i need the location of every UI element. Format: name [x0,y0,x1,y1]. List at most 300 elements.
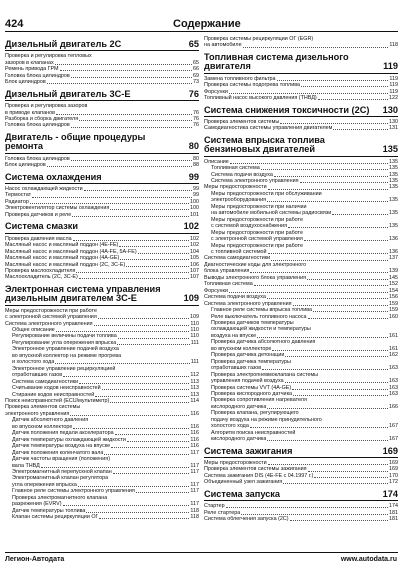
dot-leader [63,376,189,377]
toc-column-right [204,36,398,550]
entry-page-number: 154 [389,287,398,294]
entry-page-number: 163 [389,378,398,385]
dot-leader [308,471,388,472]
entry-page-number: 111 [190,359,199,366]
section-page-number: 80 [188,141,199,152]
entry-title: Меры предосторожности при работе [211,242,303,249]
dot-leader [267,408,388,409]
entry-title: Датчик температуры топлива [12,507,86,514]
dot-leader [95,396,189,397]
dot-leader [285,356,388,357]
entry-title: Масляный насос и масляный поддон (2C, 3C-E) [5,261,126,268]
entry-title: Датчик положения педали акселератора [12,430,114,437]
entry-page-number: 116 [190,410,199,417]
entry-title: Меры предосторожности при наличии [211,203,307,210]
dot-leader [257,337,388,338]
entry-page-number: 100 [190,198,199,205]
dot-leader [243,47,389,48]
entry-page-number: 116 [190,423,199,430]
toc-entry[interactable] [5,79,199,85]
page-title: Содержание [173,18,241,30]
entry-page-number: 159 [389,307,398,314]
dot-leader [55,64,192,65]
entry-title: Меры предосторожности при работе [211,216,303,223]
dot-leader [300,182,388,183]
section-page-number: 135 [382,144,398,155]
entry-title: Масляный насос и масляный поддон (4A-GE) [5,255,120,262]
entry-page-number: 117 [190,449,199,456]
entry-page-number: 131 [389,125,398,132]
toc-section-heading[interactable] [204,136,398,157]
entry-page-number: 107 [190,274,199,281]
section-title: Система впрыска топлива бензиновых двигателей [204,134,325,155]
toc-section-heading[interactable] [204,106,398,117]
entry-page-number: 139 [389,268,398,275]
dot-leader [293,305,388,306]
toc-subentry[interactable] [5,514,199,520]
publisher-url: www.autodata.ru [340,556,397,563]
entry-title: Масляный насос и масляный поддон (4A-FE, 5A-FE) [5,248,137,255]
section-title: Двигатель - общие процедуры ремонта [5,131,146,152]
dot-leader [285,382,388,383]
entry-page-number: 118 [190,507,199,514]
section-title: Система запуска [204,488,281,499]
entry-title: Термостат [5,192,32,199]
dot-leader [47,83,192,84]
entry-page-number: 112 [190,372,199,379]
entry-page-number: 76 [193,115,199,122]
dot-leader [47,166,192,167]
entry-title: Проверка маслоохладителя [5,267,76,274]
dot-leader [268,464,388,465]
dot-leader [73,240,189,241]
entry-title: Алгоритм поиска неисправностей [211,429,296,436]
section-title: Система зажигания [204,445,293,456]
entry-title: Проверка электропневмоклапана системы [211,371,319,378]
entry-title: Топливная система [204,281,253,288]
dot-leader [307,279,388,280]
entry-title: Система электронного управления [211,178,299,185]
toc-entry[interactable] [204,125,398,131]
header-rule [5,31,398,32]
dot-leader [136,492,190,493]
dot-leader [272,350,388,351]
entry-title: на автомобиле [204,42,242,49]
entry-title: холостого хода [211,423,249,430]
dot-leader [71,77,192,78]
entry-title: Меры предосторожности [204,460,267,466]
toc-section-heading[interactable] [204,53,398,74]
entry-page-number: 167 [389,436,398,443]
entry-page-number: 105 [190,255,199,262]
entry-title: Система зажигания DIS (4E-FE с 04.1997 г.) [204,472,314,479]
entry-page-number: 156 [389,294,398,301]
section-page-number: 130 [382,104,398,115]
entry-title: с электронной системой управления [211,236,303,243]
entry-page-number: 167 [389,423,398,430]
entry-title: Форсунки [204,88,228,95]
entry-title: вала ТНВД [12,462,40,469]
entry-title: Реле стартера [204,509,241,516]
dot-leader [262,369,388,370]
publisher-name: Легион-Автодата [5,556,65,563]
entry-title: Ремень привода ГРМ [5,66,59,73]
dot-leader [127,441,189,442]
dot-leader [118,338,190,339]
dot-leader [268,189,388,190]
section-page-number: 102 [183,221,199,232]
entry-title: Проверка и регулировка зазоров [5,103,88,110]
dot-leader [226,507,388,508]
entry-page-number: 109 [190,314,199,321]
toc-entry[interactable] [204,95,398,101]
entry-page-number: 88 [193,162,199,169]
entry-page-number: 159 [389,300,398,307]
entry-page-number: 135 [389,165,398,172]
dot-leader [280,123,388,124]
dot-leader [55,363,189,364]
toc-section-heading[interactable] [5,133,199,154]
section-title: Система смазки [5,221,79,232]
entry-title: во впускном коллекторе [12,423,73,430]
entry-page-number: 135 [389,178,398,185]
page-footer [0,552,403,570]
toc-entry[interactable] [204,42,398,48]
entry-title: Меры предосторожности при работе [5,307,97,314]
entry-page-number: 135 [389,197,398,204]
entry-title: зазоров в клапанах [5,59,54,66]
entry-title: кислородного датчика [211,436,267,443]
dot-leader [290,520,388,521]
section-page-number: 174 [382,488,398,499]
dot-leader [104,454,189,455]
dot-leader [71,127,192,128]
entry-title: Радиатор [5,198,29,205]
dot-leader [113,473,190,474]
entry-page-number: 113 [190,378,199,385]
dot-leader [111,447,189,448]
section-title: Топливная система дизельного двигателя [204,51,349,72]
entry-page-number: 65 [193,59,199,66]
entry-title: Головка блока цилиндров [5,155,70,162]
dot-leader [268,253,388,254]
entry-title: Проверка датчика абсолютного давления [211,339,316,346]
entry-title: Проверка элементов системы [5,404,81,411]
entry-page-number: 161 [389,332,398,339]
dot-leader [94,325,190,326]
entry-title: с топливной системой [211,249,267,255]
entry-page-number: 172 [389,479,398,486]
entry-title: электрооборудования [211,197,267,204]
entry-page-number: 137 [389,255,398,262]
entry-title: во впускном коллекторе [211,345,272,352]
section-page-number: 76 [188,88,199,99]
entry-title: кислородного датчика [211,403,267,410]
entry-page-number: 116 [190,436,199,443]
footer-rule [5,552,398,553]
section-page-number: 169 [382,445,398,456]
entry-title: Замена топливного фильтра [204,75,276,82]
entry-page-number: 135 [389,223,398,230]
dot-leader [277,80,389,81]
entry-title: Электровентилятор системы охлаждения [5,205,110,212]
dot-leader [241,514,388,515]
entry-title: Электронное управление рециркуляцией [12,365,116,372]
entry-title: разрежения (EVRV) [12,501,62,508]
dot-leader [56,331,190,332]
toc-section-heading[interactable] [204,447,398,458]
entry-page-number: 169 [389,466,398,473]
entry-title: Проверка системы рециркуляции ОГ (EGR) [204,36,314,42]
entry-page-number: 135 [389,158,398,165]
dot-leader [274,176,388,177]
entry-title: Поиск неисправностей (ECU/мультиметр) [5,398,110,405]
entry-title: Система самодиагностики [12,378,79,385]
dot-leader [71,160,192,161]
entry-page-number: 110 [190,320,199,327]
dot-leader [72,216,189,217]
entry-title: Блок цилиндров [5,79,46,86]
entry-title: Проверка электромагнитного клапана [12,494,108,501]
entry-title: Объединенный узел зажигания [204,479,283,486]
entry-title: Головка блока цилиндров [5,72,70,79]
entry-title: Клапан системы рециркуляции ОГ [12,514,99,521]
entry-title: Главное реле системы электронного управления [12,488,135,495]
dot-leader [63,505,190,506]
entry-title: охлаждающей жидкости и температуры [211,326,311,333]
entry-title: Система подачи воздуха [204,294,266,301]
entry-page-number: 113 [190,391,199,398]
entry-title: Электромагнитный перепускной клапан [12,469,112,475]
toc-subentry[interactable] [204,436,398,442]
entry-title: в приводе клапанов [5,109,55,116]
entry-title: Датчик абсолютного давления [12,417,89,424]
toc-section-heading[interactable] [5,90,199,101]
dot-leader [229,292,388,293]
entry-page-number: 73 [193,79,199,86]
entry-page-number: 135 [389,210,398,217]
entry-page-number: 118 [389,42,398,49]
dot-leader [138,253,189,254]
entry-page-number: 114 [190,398,199,405]
entry-page-number: 99 [193,186,199,193]
dot-leader [250,272,388,273]
entry-title: воздуха на впуске [211,332,257,339]
section-title: Электронная система управления дизельным двигателем 3C-E [5,283,161,304]
entry-title: Диагностические коды для электронного [204,261,307,268]
entry-page-number: 119 [389,75,398,82]
entry-title: Проверка клапана, регулирующего [211,410,299,417]
entry-page-number: 135 [389,171,398,178]
section-title: Дизельный двигатель 3C-E [5,88,131,99]
entry-title: Электромагнитный клапан регулятора [12,475,109,482]
entry-title: Головка блока цилиндров [5,122,70,129]
entry-page-number: 162 [389,352,398,359]
entry-title: Система электронного управления [204,300,292,307]
entry-page-number: 110 [190,327,199,334]
entry-title: Меры предосторожности при работе [211,229,303,236]
entry-page-number: 163 [389,384,398,391]
toc-entry[interactable] [5,274,199,280]
entry-page-number: 111 [190,339,199,346]
dot-leader [288,227,388,228]
toc-entry[interactable] [5,122,199,128]
entry-page-number: 80 [193,155,199,162]
entry-page-number: 99 [193,192,199,199]
entry-title: Проверка кислородного датчика [211,390,293,397]
toc-entry[interactable] [204,479,398,485]
dot-leader [99,518,189,519]
dot-leader [250,427,388,428]
entry-page-number: 169 [389,460,398,466]
entry-page-number: 76 [193,122,199,129]
entry-title: Проверка давления масла [5,235,72,242]
page-number: 424 [5,18,24,30]
entry-page-number: 117 [190,481,199,488]
entry-title: подачу воздуха на режиме принудительного [211,416,322,423]
entry-title: Форсунки [204,287,228,294]
dot-leader [120,259,189,260]
entry-page-number: 119 [389,88,398,95]
dot-leader [318,99,388,100]
entry-page-number: 106 [190,261,199,268]
entry-title: Масляный насос и масляный поддон (4E-FE) [5,242,119,249]
dot-leader [78,486,190,487]
dot-leader [304,240,388,241]
entry-title: Система электронного управления [5,320,93,327]
entry-page-number: 76 [193,109,199,116]
entry-page-number: 161 [389,345,398,352]
section-page-number: 109 [183,293,199,304]
entry-page-number: 170 [389,472,398,479]
dot-leader [73,428,189,429]
entry-title: Блок цилиндров [5,162,46,169]
toc-column-left [5,36,199,550]
entry-page-number: 117 [190,469,199,475]
entry-page-number: 100 [190,205,199,212]
entry-title: Проверка и регулировка тепловых [5,53,92,60]
toc-section-heading[interactable] [5,222,199,233]
entry-page-number: 101 [190,211,199,218]
entry-title: Проверка элементов системы [204,118,280,125]
entry-title: Регулирование угла опережения впрыска [12,339,117,346]
dot-leader [254,285,388,286]
dot-leader [115,434,190,435]
entry-title: отработавших газов [211,365,262,372]
dot-leader [102,389,190,390]
entry-title: Датчик температуры охлаждающей жидкости [12,436,126,443]
entry-title: блока управления [204,268,250,275]
toc-section-heading[interactable] [204,490,398,501]
toc-entry[interactable] [5,162,199,168]
section-page-number: 99 [188,171,199,182]
entry-title: Проверка датчика температуры [211,358,291,365]
entry-title: управления подачей воздуха [211,378,284,385]
toc-section-heading[interactable] [5,285,199,306]
entry-title: Проверка системы подогрева топлива [204,82,301,89]
dot-leader [308,318,389,319]
dot-leader [79,278,189,279]
entry-page-number: 130 [389,118,398,125]
entry-page-number: 110 [190,333,199,340]
dot-leader [76,272,189,273]
entry-page-number: 107 [190,267,199,274]
section-page-number: 65 [188,39,199,49]
entry-title: Система самодиагностики [204,255,271,262]
dot-leader [56,114,192,115]
entry-title: Насос охлаждающей жидкости [5,186,83,193]
toc-section-heading[interactable] [5,40,199,51]
entry-title: Стартер [204,503,225,510]
entry-title: Проверка датчика детонации [211,352,285,359]
dot-leader [271,260,388,261]
dot-leader [333,129,388,130]
dot-leader [267,298,388,299]
entry-title: Выводы электронного блока управления [204,274,307,281]
entry-title: Регулирование величины подачи топлива [12,333,117,340]
toc-entry[interactable] [5,212,199,218]
toc-section-heading[interactable] [5,173,199,184]
entry-page-number: 136 [389,236,398,243]
entry-page-number: 117 [190,462,199,469]
dot-leader [126,266,189,267]
toc-entry[interactable] [204,516,398,522]
entry-title: Стирание кодов неисправностей [12,391,95,398]
dot-leader [229,93,389,94]
dot-leader [79,383,189,384]
entry-page-number: 104 [190,248,199,255]
entry-page-number: 102 [190,242,199,249]
entry-title: с электронной системой управления [5,314,97,321]
entry-page-number: 69 [193,72,199,79]
entry-title: Главное реле системы впрыска топлива [211,307,313,314]
entry-title: во впускной коллектор на режиме прогрева [12,352,122,359]
entry-page-number: 166 [389,403,398,410]
entry-page-number: 174 [389,503,398,510]
entry-title: Реле выключатель топливного насоса [211,313,307,320]
entry-title: Электронное управление подачей воздуха [12,346,119,353]
entry-page-number: 152 [389,281,398,288]
entry-title: с системой воздухоснабжения [211,223,287,230]
entry-page-number: 113 [190,385,199,392]
entry-page-number: 163 [389,365,398,372]
dot-leader [110,402,189,403]
entry-page-number: 118 [190,514,199,521]
dot-leader [86,512,189,513]
entry-page-number: 163 [389,390,398,397]
dot-leader [313,311,388,312]
dot-leader [41,467,190,468]
dot-leader [230,163,388,164]
dot-leader [293,395,388,396]
section-title: Система снижения токсичности (2C) [204,104,370,115]
dot-leader [119,246,189,247]
entry-title: на автомобиле мобильной системы радиосвязи [211,210,332,217]
entry-title: Меры предосторожности при обслуживании [211,190,322,197]
entry-page-number: 116 [190,443,199,450]
dot-leader [283,483,388,484]
section-title: Система охлаждения [5,171,102,182]
entry-page-number: 116 [190,430,199,437]
entry-page-number: 181 [389,516,398,523]
entry-title: Система облегчения запуска (2C) [204,516,289,523]
entry-title: Проверка элементов системы зажигания [204,466,307,473]
entry-title: отработавших газов [12,372,63,379]
dot-leader [301,86,388,87]
entry-title: Топливный насос высокого давления (ТНВД) [204,95,317,102]
dot-leader [70,415,189,416]
dot-leader [30,203,189,204]
